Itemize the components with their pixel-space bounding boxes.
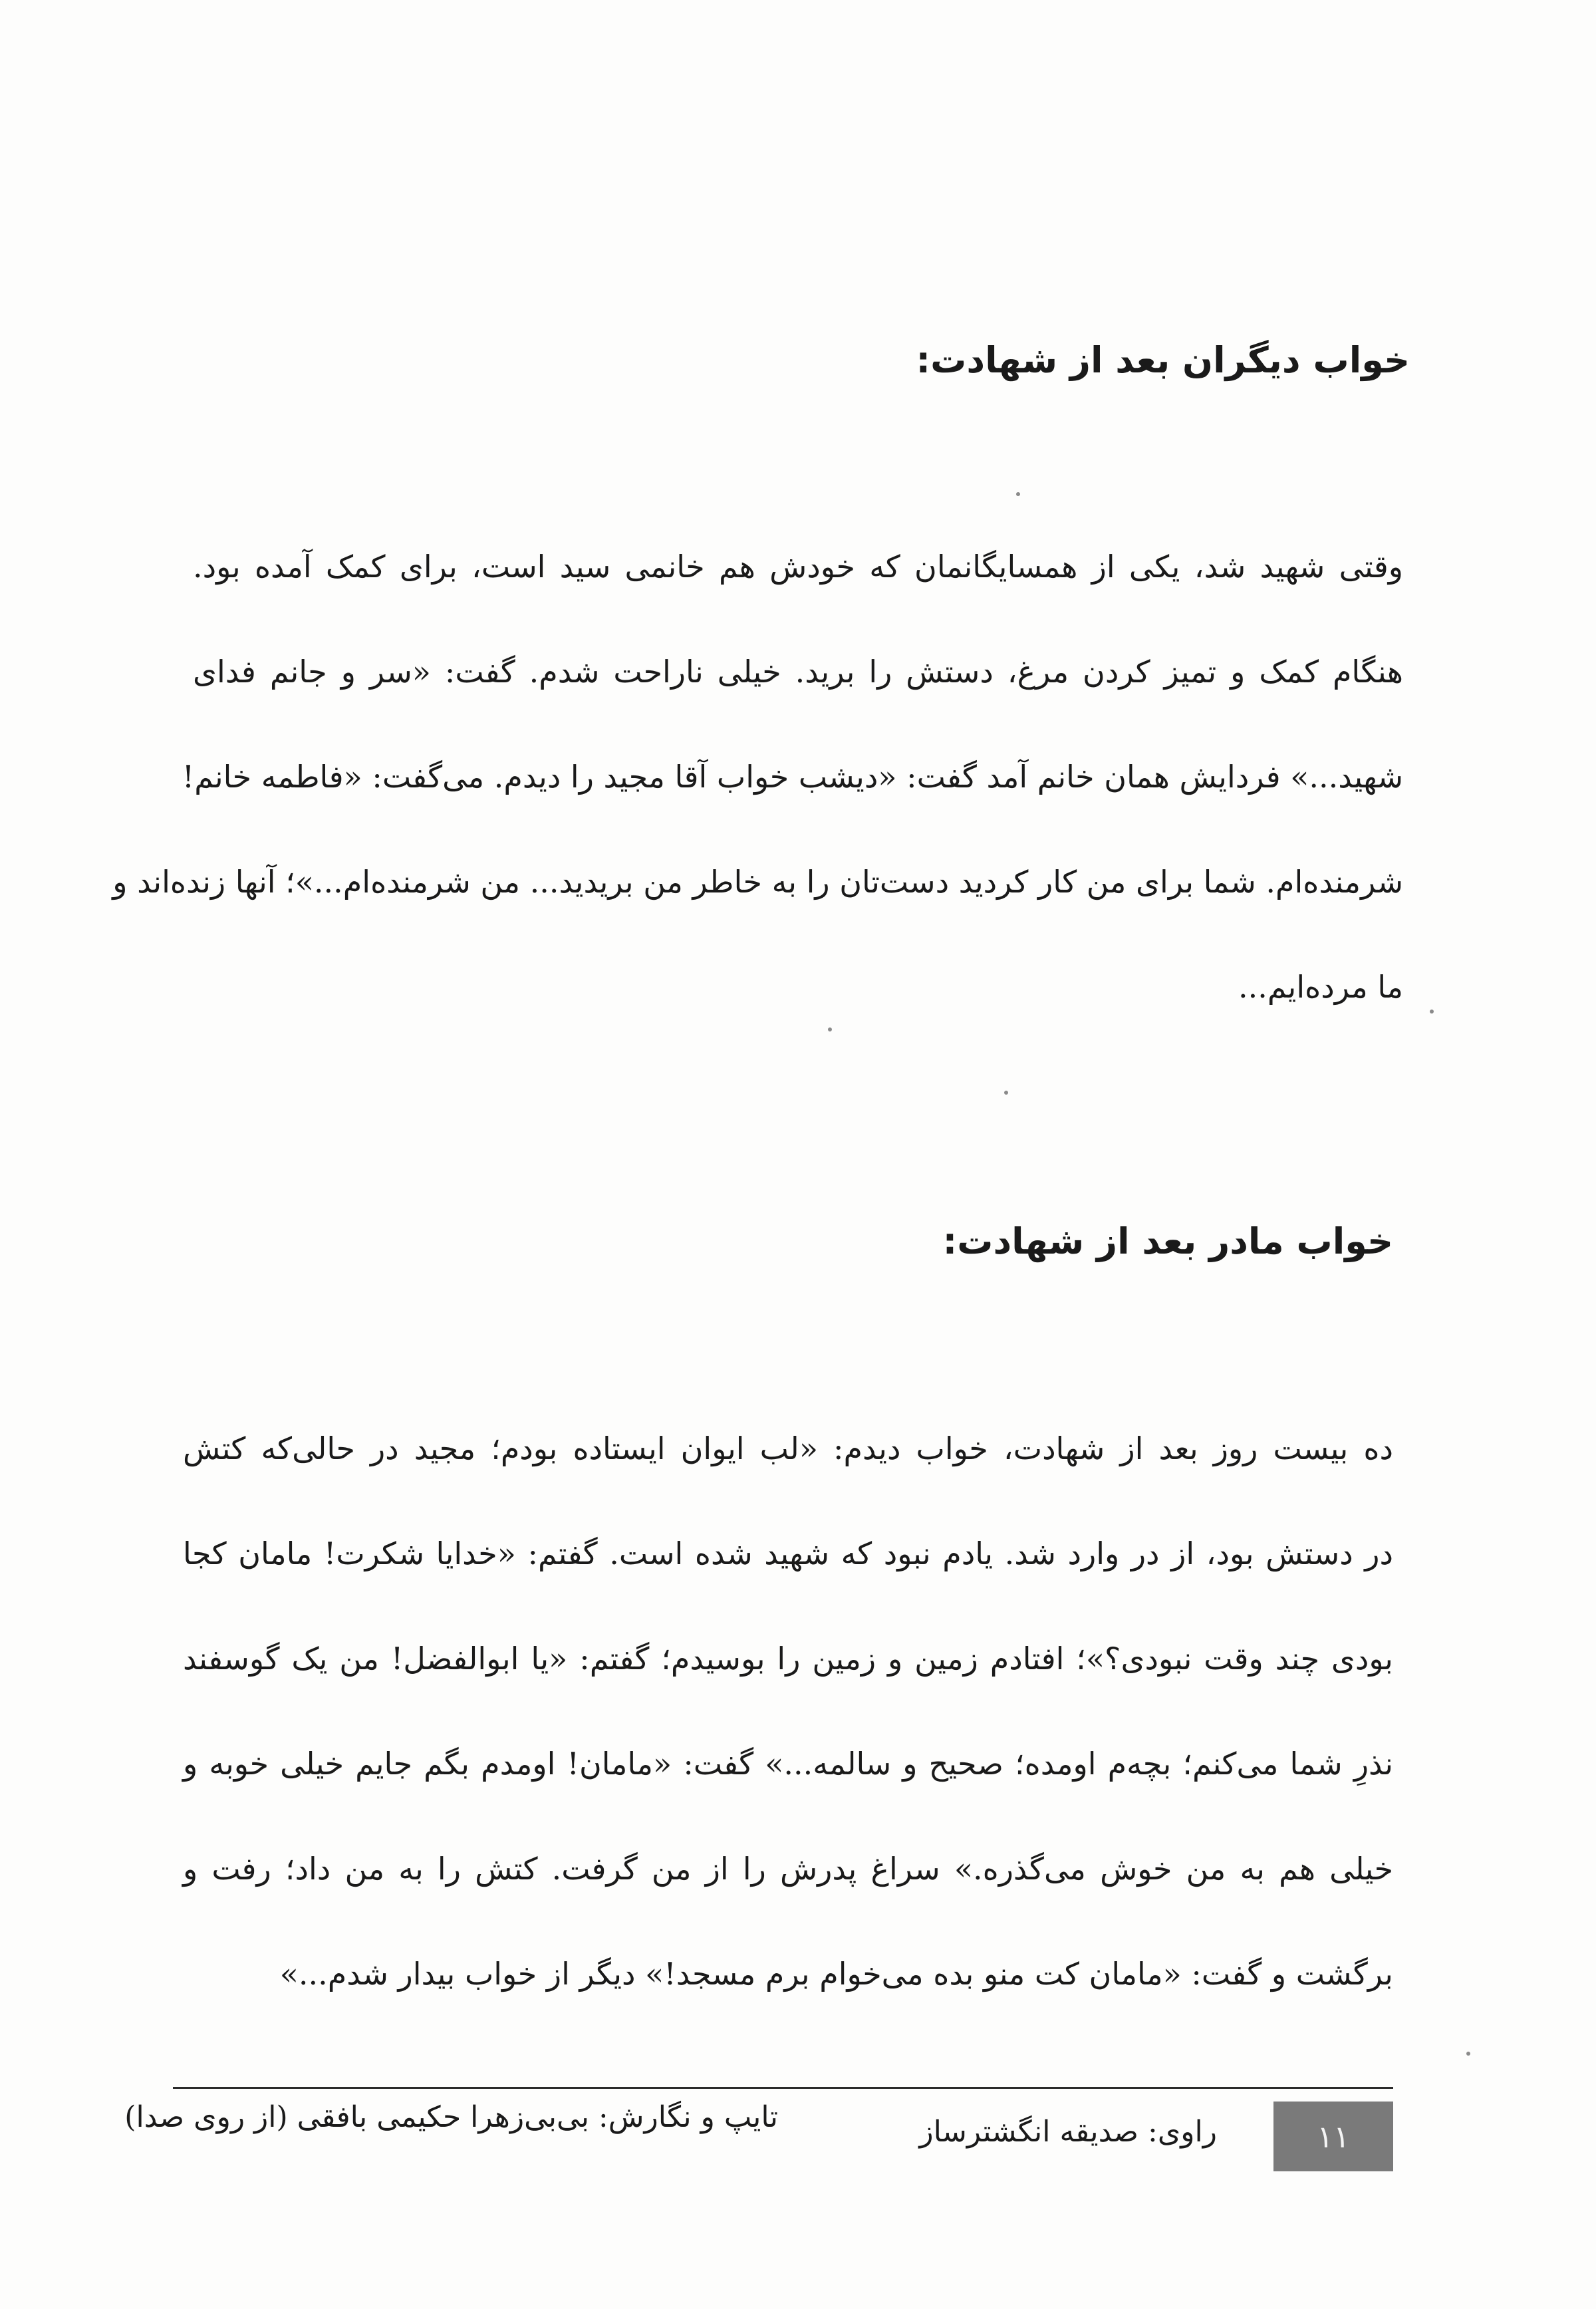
scan-speck — [1466, 2052, 1470, 2056]
footer-divider — [173, 2087, 1393, 2089]
scan-speck — [828, 1027, 832, 1031]
section-body-others-dreams — [112, 549, 1403, 1005]
scan-speck — [1004, 1091, 1008, 1095]
paragraph-line: ما مرده‌ایم... — [1238, 969, 1403, 1005]
section-body-mother-dream — [183, 1431, 1393, 1991]
paragraph-line: هنگام کمک و تمیز کردن مرغ، دستش را برید. خیلی ناراحت شدم. گفت: «سر و جانم فدای — [193, 654, 1403, 690]
paragraph-line: وقتی شهید شد، یکی از همسایگانمان که خودش هم خانمی سید است، برای کمک آمده بود. — [193, 549, 1403, 585]
footer-narrator-credit: راوی: صدیقه انگشترساز — [919, 2115, 1217, 2149]
scan-speck — [1430, 1010, 1434, 1014]
scan-speck — [1016, 492, 1020, 496]
paragraph-line: ده بیست روز بعد از شهادت، خواب دیدم: «لب ایوان ایستاده بودم؛ مجید در حالی‌که کتش — [183, 1430, 1393, 1466]
page-number: ۱۱ — [1273, 2102, 1393, 2171]
paragraph-line: بودی چند وقت نبودی؟»؛ افتادم زمین و زمین را بوسیدم؛ گفتم: «یا ابوالفضل! من یک گوسفند — [183, 1641, 1393, 1677]
section-heading-others-dreams: خواب دیگران بعد از شهادت: — [916, 339, 1410, 381]
paragraph-line: برگشت و گفت: «مامان کت منو بده می‌خوام برم مسجد!» دیگر از خواب بیدار شدم...» — [279, 1956, 1393, 1992]
footer-typist-credit: تایپ و نگارش: بی‌بی‌زهرا حکیمی بافقی (از روی صدا) — [124, 2100, 778, 2134]
paragraph-line: نذرِ شما می‌کنم؛ بچه‌م اومده؛ صحیح و سالمه...» گفت: «مامان! اومدم بگم جایم خیلی خوبه و — [183, 1746, 1393, 1782]
paragraph-line: شرمنده‌ام. شما برای من کار کردید دست‌تان را به خاطر من بریدید... من شرمنده‌ام...»؛ آنها زنده‌اند و — [112, 864, 1403, 900]
paragraph-line: خیلی هم به من خوش می‌گذره.» سراغ پدرش را از من گرفت. کتش را به من داد؛ رفت و — [183, 1851, 1393, 1887]
paragraph-line: شهید...» فردایش همان خانم آمد گفت: «دیشب خواب آقا مجید را دیدم. می‌گفت: «فاطمه خانم! — [182, 759, 1403, 795]
section-heading-mother-dream: خواب مادر بعد از شهادت: — [942, 1220, 1393, 1262]
paragraph-line: در دستش بود، از در وارد شد. یادم نبود که شهید شده است. گفتم: «خدایا شکرت! مامان کجا — [183, 1536, 1393, 1571]
